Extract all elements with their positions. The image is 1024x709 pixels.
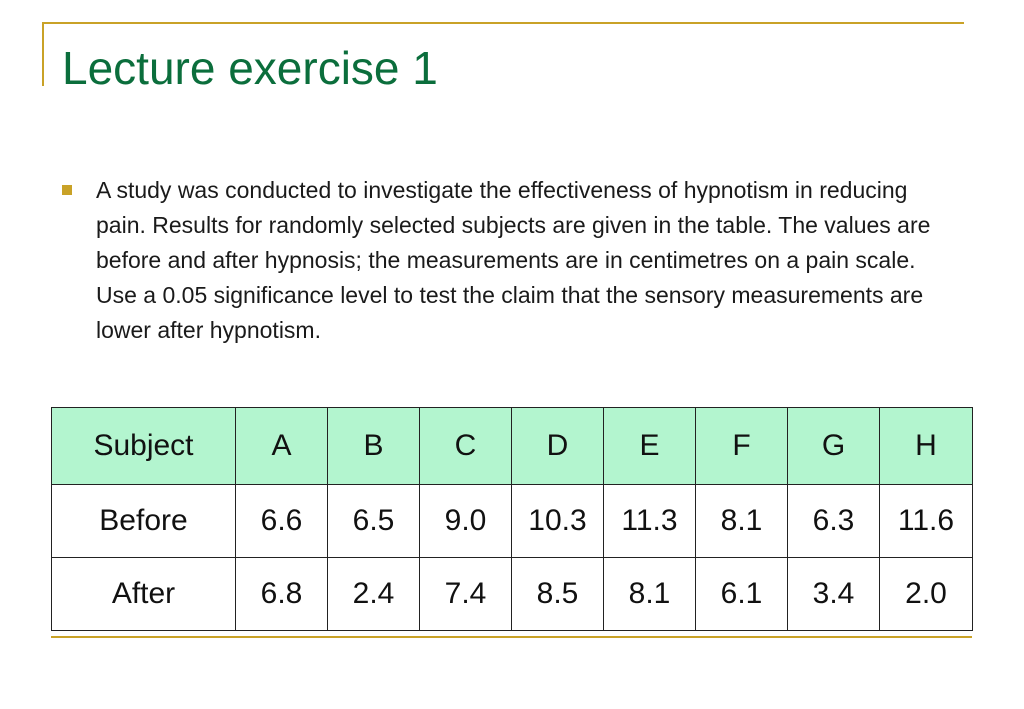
header-cell-subject: Subject [52, 408, 236, 485]
table-cell: 10.3 [512, 485, 604, 558]
table-header-row [52, 408, 973, 485]
table-cell: 11.6 [880, 485, 973, 558]
header-cell-a: A [236, 408, 328, 485]
table-row-after [52, 558, 973, 631]
table-cell: 2.4 [328, 558, 420, 631]
row-label-after: After [52, 558, 236, 631]
table-row-before [52, 485, 973, 558]
measurement-table [51, 407, 973, 631]
table-cell: 8.1 [696, 485, 788, 558]
table-cell: 6.3 [788, 485, 880, 558]
slide-title: Lecture exercise 1 [62, 42, 438, 94]
table-cell: 2.0 [880, 558, 973, 631]
table-cell: 8.5 [512, 558, 604, 631]
table-cell: 6.1 [696, 558, 788, 631]
header-cell-d: D [512, 408, 604, 485]
bullet-square-icon [62, 185, 72, 195]
header-cell-f: F [696, 408, 788, 485]
row-label-before: Before [52, 485, 236, 558]
header-cell-b: B [328, 408, 420, 485]
header-cell-e: E [604, 408, 696, 485]
header-cell-g: G [788, 408, 880, 485]
header-cell-h: H [880, 408, 973, 485]
table-cell: 3.4 [788, 558, 880, 631]
table-cell: 9.0 [420, 485, 512, 558]
slide-frame-bottom-line [51, 636, 972, 638]
slide-frame-top-line [42, 22, 964, 24]
table-cell: 7.4 [420, 558, 512, 631]
table-cell: 11.3 [604, 485, 696, 558]
table-cell: 6.5 [328, 485, 420, 558]
slide-frame-left-line [42, 22, 44, 86]
table-cell: 6.8 [236, 558, 328, 631]
bullet-text: A study was conducted to investigate the effectiveness of hypnotism in reducing pain. Results for randomly selected subjects are given in the table. The values are before and after hypnosis; the measurements are in centimetres on a pain scale. Use a 0.05 significance level to test the claim that the sensory measurements are lower after hypnotism. [96, 177, 931, 343]
table-cell: 8.1 [604, 558, 696, 631]
header-cell-c: C [420, 408, 512, 485]
table-cell: 6.6 [236, 485, 328, 558]
